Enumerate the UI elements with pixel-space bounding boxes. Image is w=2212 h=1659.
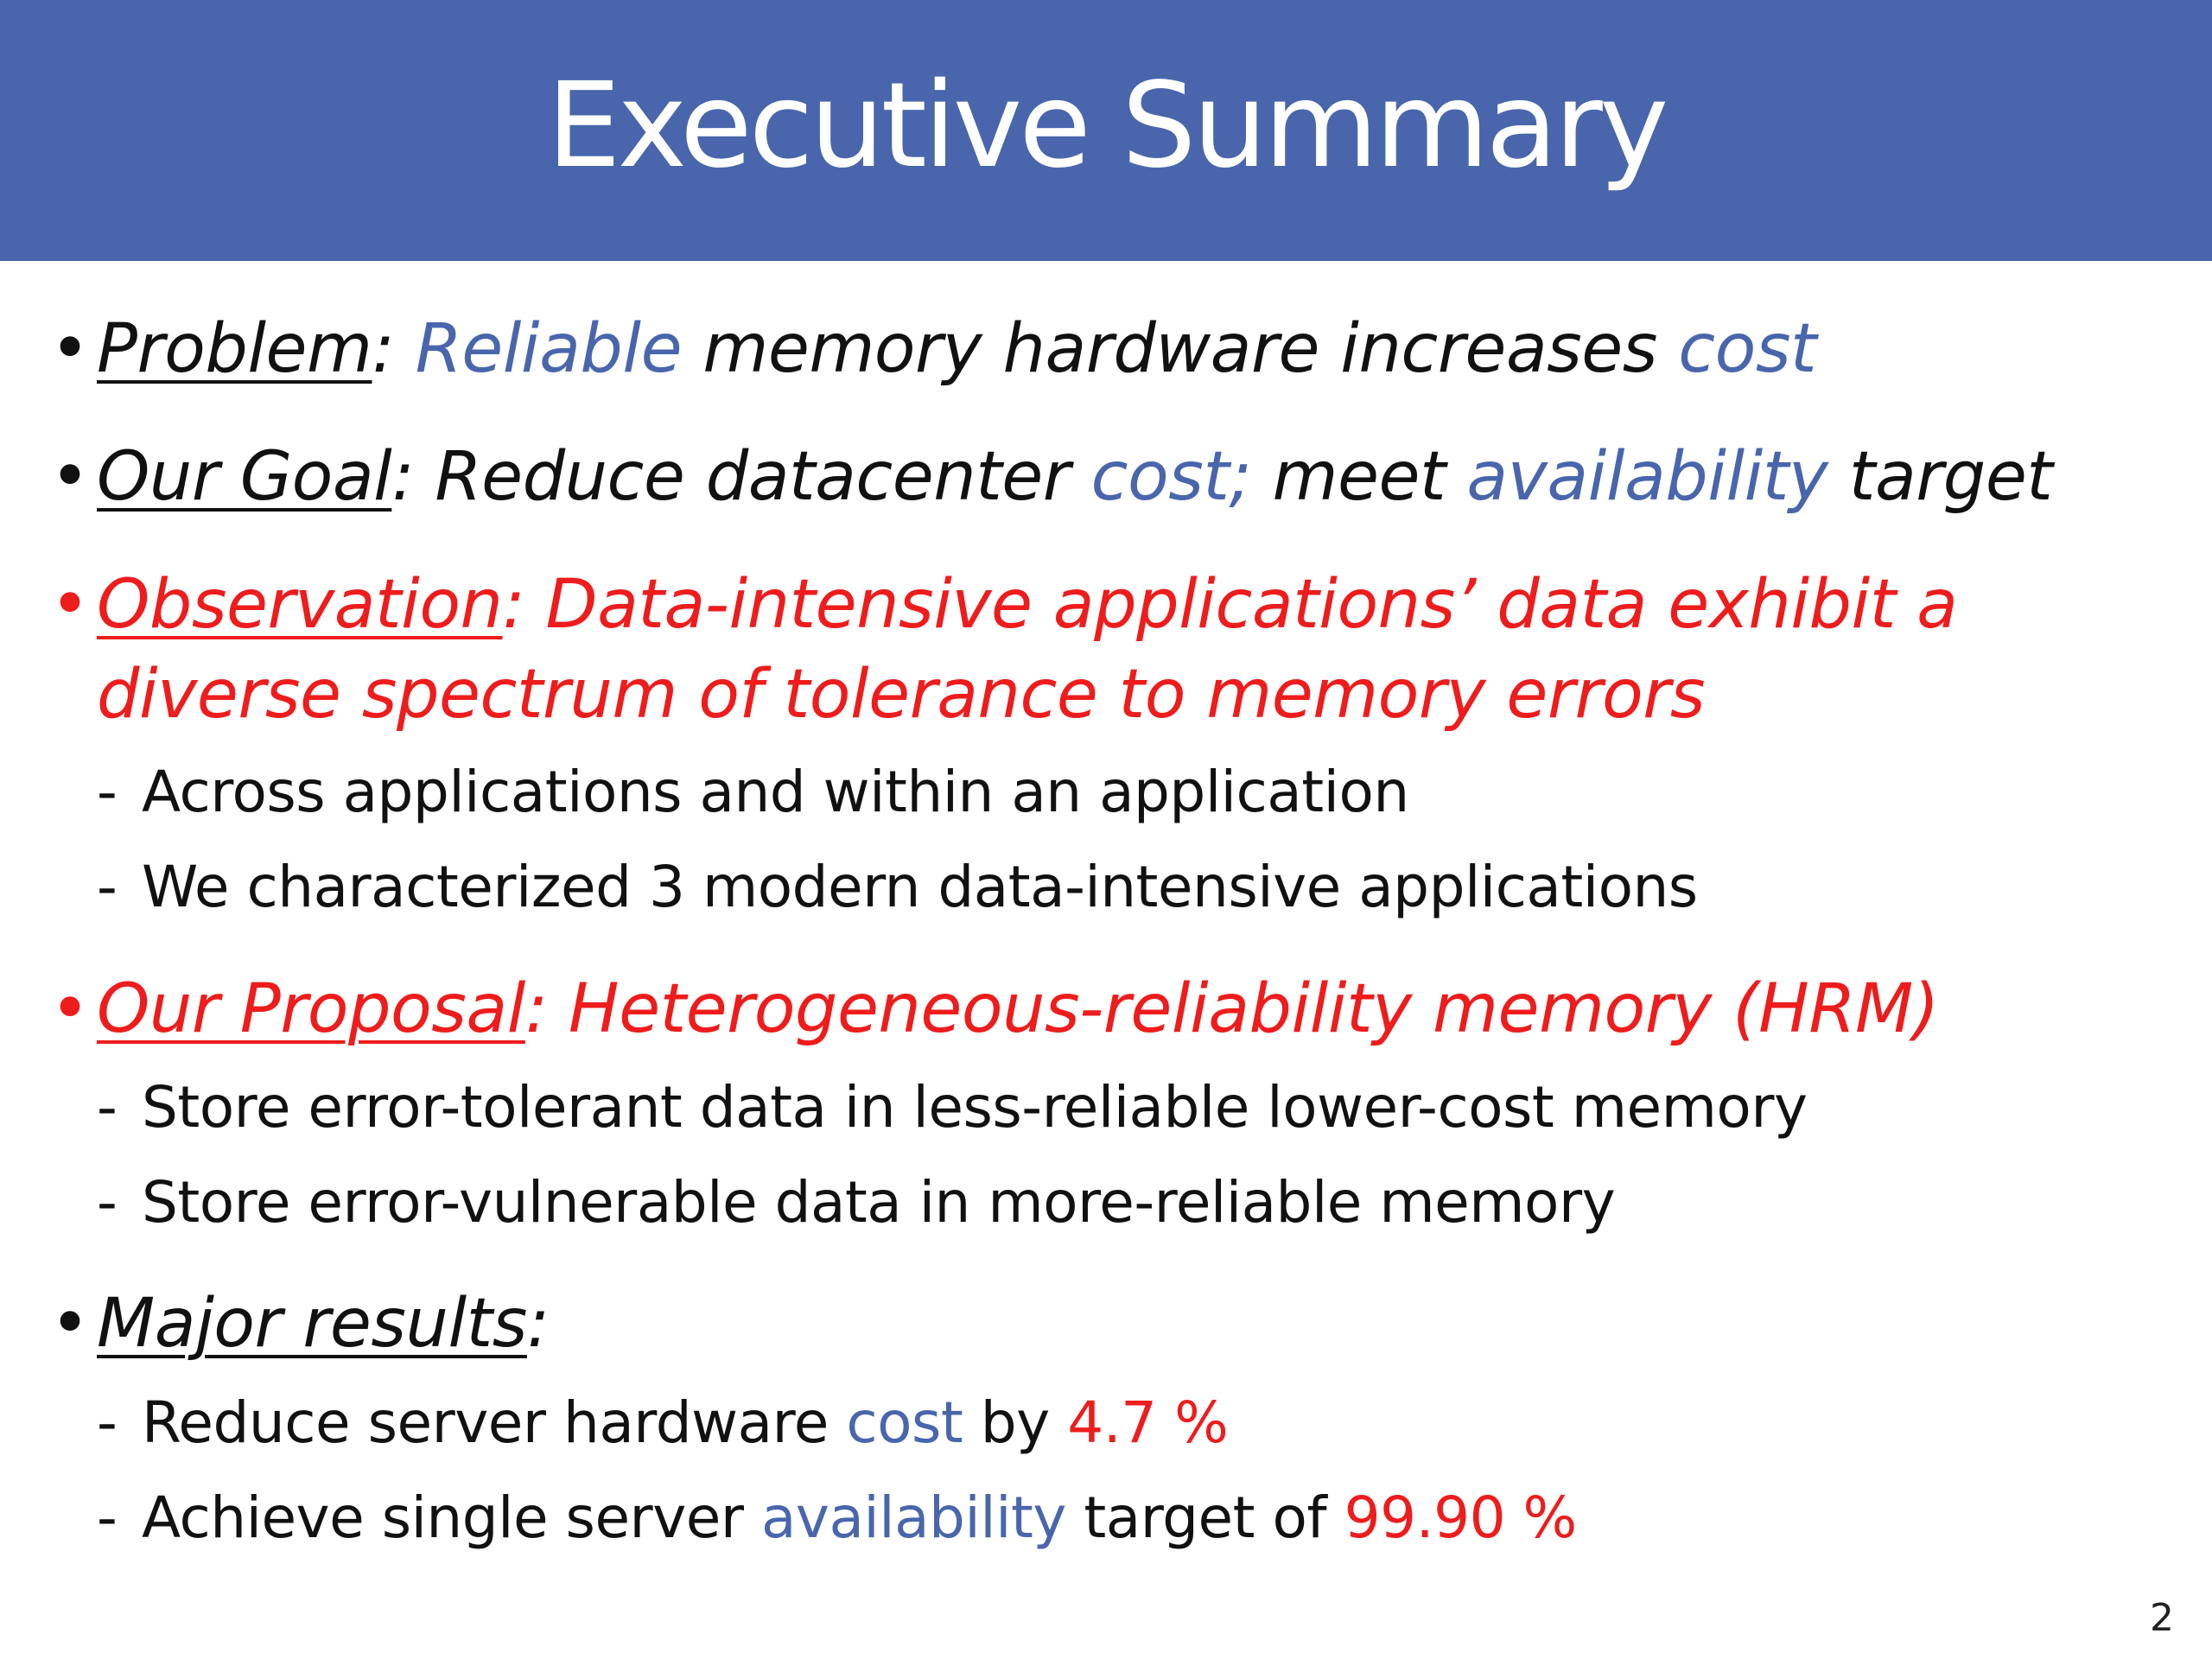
proposal-sub-text: Store error-vulnerable data in more-reliable memory bbox=[142, 1169, 1616, 1236]
results-cost-word: cost bbox=[846, 1389, 963, 1456]
dash: - bbox=[97, 1484, 118, 1551]
bullet-problem-text bbox=[97, 304, 2158, 394]
results-cost-value: 4.7 % bbox=[1067, 1389, 1229, 1456]
problem-label: Problem bbox=[97, 310, 372, 388]
observation-sub-item bbox=[97, 849, 2171, 926]
bullet-proposal bbox=[50, 964, 2158, 1054]
problem-sep: : bbox=[372, 310, 416, 388]
dash: - bbox=[97, 1074, 118, 1141]
observation-label: Observation bbox=[97, 566, 503, 644]
bullet-problem bbox=[50, 304, 2158, 394]
problem-word-reliable: Reliable bbox=[415, 310, 683, 388]
goal-word-cost: cost; bbox=[1090, 438, 1252, 516]
results-sub-cost bbox=[97, 1384, 2171, 1462]
goal-label: Our Goal bbox=[97, 438, 392, 516]
goal-word-availability: availability bbox=[1466, 438, 1828, 516]
slide-title: Executive Summary bbox=[546, 58, 1666, 194]
proposal-text: : Heterogeneous-reliability memory (HRM) bbox=[524, 970, 1939, 1048]
proposal-sub-item bbox=[97, 1069, 2171, 1147]
proposal-label: Our Proposal bbox=[97, 970, 525, 1048]
observation-sub-item bbox=[97, 753, 2171, 831]
bullet-dot: • bbox=[50, 566, 90, 644]
title-bar bbox=[0, 0, 2212, 261]
results-cost-a: Reduce server hardware bbox=[142, 1389, 847, 1456]
problem-word-cost: cost bbox=[1678, 310, 1817, 388]
dash: - bbox=[97, 854, 118, 920]
goal-mid: meet bbox=[1251, 438, 1467, 516]
proposal-sub-item bbox=[97, 1164, 2171, 1242]
results-sep: : bbox=[526, 1285, 550, 1363]
bullet-dot: • bbox=[50, 1285, 90, 1363]
bullet-results-text bbox=[97, 1279, 2158, 1369]
observation-line2: diverse spectrum of tolerance to memory errors bbox=[97, 656, 1705, 734]
bullet-observation bbox=[50, 560, 2158, 740]
observation-line1: : Data-intensive applications’ data exhibit a bbox=[502, 566, 1958, 644]
results-label: Major results bbox=[97, 1285, 527, 1363]
goal-end: target bbox=[1827, 438, 2053, 516]
observation-sub-text: We characterized 3 modern data-intensive applications bbox=[142, 854, 1698, 920]
results-avail-word: availability bbox=[760, 1484, 1066, 1551]
dash: - bbox=[97, 1389, 118, 1456]
bullet-dot: • bbox=[50, 310, 90, 388]
results-avail-c: target of bbox=[1065, 1484, 1344, 1551]
bullet-proposal-text bbox=[97, 964, 2158, 1054]
goal-sep: : Reduce datacenter bbox=[391, 438, 1091, 516]
page-number: 2 bbox=[2150, 1596, 2174, 1640]
slide-content bbox=[0, 261, 2212, 1659]
results-avail-a: Achieve single server bbox=[142, 1484, 761, 1551]
bullet-dot: • bbox=[50, 970, 90, 1048]
results-sub-availability bbox=[97, 1479, 2171, 1557]
proposal-sub-text: Store error-tolerant data in less-reliable lower-cost memory bbox=[142, 1074, 1808, 1141]
bullet-goal bbox=[50, 432, 2158, 522]
dash: - bbox=[97, 759, 118, 825]
dash: - bbox=[97, 1169, 118, 1236]
problem-mid: memory hardware increases bbox=[682, 310, 1679, 388]
results-cost-c: by bbox=[963, 1389, 1068, 1456]
observation-sub-text: Across applications and within an application bbox=[142, 759, 1409, 825]
bullet-goal-text bbox=[97, 432, 2158, 522]
bullet-observation-text bbox=[97, 560, 2158, 740]
bullet-dot: • bbox=[50, 438, 90, 516]
results-avail-value: 99.90 % bbox=[1344, 1484, 1577, 1551]
bullet-results bbox=[50, 1279, 2158, 1369]
